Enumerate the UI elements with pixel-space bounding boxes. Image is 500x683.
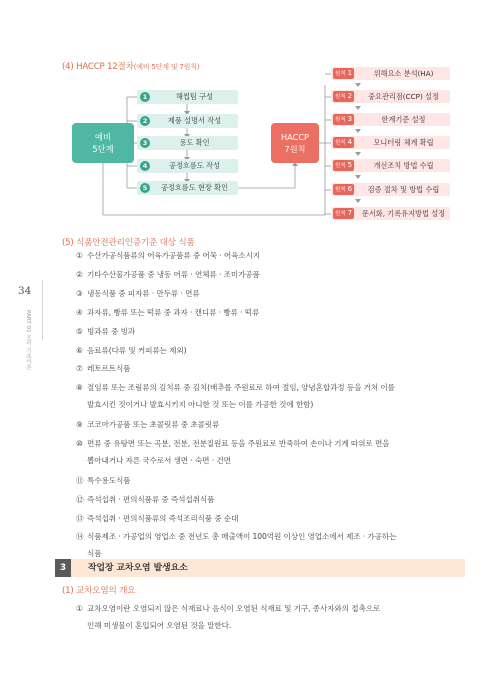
step-number: 5: [140, 183, 150, 193]
list-item: ⑭ 식품제조 · 가공업의 영업소 중 전년도 총 매출액이 100억원 이상인 영업소에서 제조 · 가공하는: [76, 532, 397, 541]
principle-tag: 원칙 3: [335, 115, 353, 123]
section-3-title: 작업장 교차오염 발생요소: [88, 563, 188, 573]
list-item: ② 기타수산물가공품 중 냉동 어류 · 연체류 · 조미가공품: [76, 270, 260, 279]
principle-tag: 원칙 1: [335, 69, 353, 77]
preliminary-box-line1: 예비: [94, 132, 112, 142]
list-item: ⑧ 절임류 또는 조림류의 김치류 중 김치(배추를 주원료로 하여 절임, 양념혼합과정 등을 거쳐 이를: [76, 383, 395, 392]
principle-4: [331, 136, 450, 149]
haccp-box-line1: HACCP: [281, 132, 309, 142]
list-item: ④ 과자류, 빵류 또는 떡류 중 과자 · 캔디류 · 빵류 · 떡류: [76, 308, 260, 317]
principle-label: 개선조치 방법 수립: [373, 161, 434, 170]
step-2: [137, 114, 238, 128]
list-item: ③ 냉동식품 중 피자류 · 만두류 · 면류: [76, 289, 200, 298]
principle-tag: 원칙 6: [335, 185, 353, 193]
principle-3: [331, 113, 450, 126]
principle-5: [331, 159, 450, 172]
haccp-7-principles-box: [271, 123, 319, 163]
step-label: 공정흐름도 현장 확인: [160, 183, 229, 192]
haccp-box-line2: 7원칙: [284, 144, 306, 154]
list-item-continuation: 뽑아내거나 자른 국수로서 생면 · 숙면 · 건면: [87, 456, 231, 465]
section-4-title-sub: (예비 5단계 및 7원칙): [133, 63, 200, 71]
list-item: ⑨ 코코아가공품 또는 초콜릿류 중 초콜릿류: [76, 420, 220, 429]
principle-1: [331, 67, 450, 80]
page-number: 34: [18, 285, 32, 297]
list-item: ⑫ 즉석섭취 · 편의식품류 중 즉석섭취식품: [76, 495, 215, 504]
principle-tag: 원칙 2: [335, 92, 353, 100]
step-number: 2: [140, 116, 150, 126]
list-item: ① 수산가공식품류의 어육가공품류 중 어묵 · 어육소시지: [76, 251, 261, 260]
section-5-title: (5) 식품안전관리인증기준 대상 식품: [62, 238, 195, 248]
list-item: ⑤ 빙과류 중 빙과: [76, 327, 136, 336]
step-4: [137, 159, 238, 173]
step-number: 4: [140, 161, 150, 171]
section-4-title-main: (4) HACCP 12절차: [62, 62, 134, 72]
principle-label: 한계기준 설정: [381, 115, 426, 124]
list-item-continuation: 발효시킨 것이거나 발효시키지 아니한 것 또는 이를 가공한 것에 한함): [87, 400, 314, 409]
section-3-number: 3: [55, 559, 71, 577]
list-item: ⑩ 면류 중 유탕면 또는 곡분, 전분, 전분질원료 등을 주원료로 반죽하여 손이나 기계 따위로 면을: [76, 439, 390, 448]
part-side-label: PART 01 조리 기초이론: [25, 310, 31, 370]
principle-tag: 원칙 7: [335, 209, 353, 217]
preliminary-box-line2: 5단계: [92, 144, 114, 154]
step-number: 3: [140, 138, 150, 148]
step-label: 용도 확인: [179, 138, 210, 147]
principle-6: [331, 183, 450, 196]
step-1: [137, 90, 238, 104]
list-item-continuation: 식품: [87, 549, 102, 558]
step-3: [137, 136, 238, 150]
step-5: [137, 181, 238, 195]
preliminary-5-steps-box: [72, 123, 134, 163]
principle-label: 검증 절차 및 방법 수립: [367, 185, 440, 194]
principle-label: 위해요소 분석(HA): [373, 69, 434, 78]
principle-label: 모니터링 체계 확립: [373, 138, 434, 147]
list-item: ① 교차오염이란 오염되지 않은 식재료나 음식이 오염된 식재료 및 기구, 종사자와의 접촉으로: [76, 604, 381, 613]
list-item: ⑦ 레토르트식품: [76, 364, 131, 373]
step-label: 제품 설명서 작성: [167, 116, 222, 125]
side-divider: [42, 280, 43, 340]
principle-2: [331, 90, 450, 103]
list-item: ⑥ 음료류(다류 및 커피류는 제외): [76, 346, 187, 355]
principle-label: 문서화, 기록유지방법 설정: [361, 209, 446, 218]
list-item: ⑬ 즉석섭취 · 편의식품류의 즉석조리식품 중 순대: [76, 514, 239, 523]
principle-tag: 원칙 5: [335, 161, 353, 169]
step-number: 1: [140, 92, 150, 102]
list-item: ⑪ 특수용도식품: [76, 476, 131, 485]
principle-7: [331, 207, 450, 220]
step-label: 해썹팀 구성: [175, 92, 213, 101]
principle-label: 중요관리점(CCP) 설정: [368, 92, 439, 101]
step-label: 공정흐름도 작성: [169, 161, 220, 170]
principle-tag: 원칙 4: [335, 138, 353, 146]
list-item-continuation: 인해 미생물이 혼입되어 오염된 것을 말한다.: [87, 621, 232, 630]
section-3-subtitle: (1) 교차오염의 개요: [62, 586, 136, 596]
